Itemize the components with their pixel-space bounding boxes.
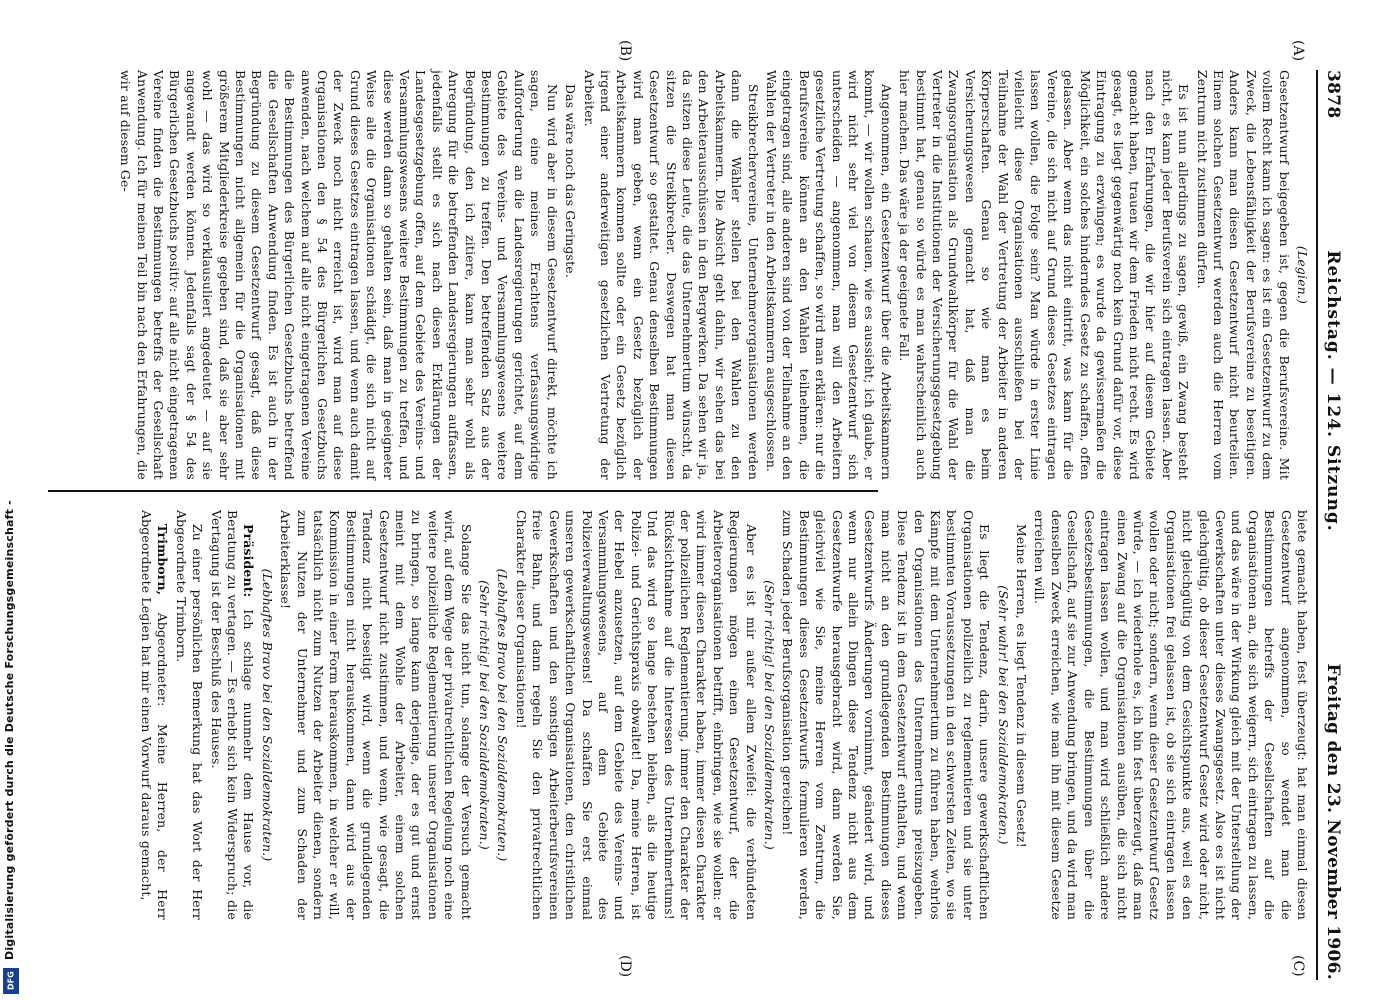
margin-marker-c: (C) bbox=[1290, 955, 1306, 977]
paragraph: Solange Sie das nicht tun, solange der Versuch gemacht wird, auf dem Wege der privatrechtlichen Regelung noch eine weitere polizeiliche Reglementierung unserer Organisationen zu bringen, so lange kann derjenige, der es gut und ernst meint mit dem Wohle der Arbeiter, einem solchen Gesetzentwurf nicht zustimmen, und wenn, wie gesagt, die Tendenz nicht beseitigt wird, wenn die grundlegenden Bestimmungen nicht herauskommen, dann wird aus der Kommission in einer Form herauskommen, in welcher er will, tatsächlich nicht zum Nutzen der Arbeiter dienen, sondern zum Nutzen der Unternehmer und zum Schaden der Arbeiterklasse! bbox=[278, 510, 474, 920]
right-column bbox=[136, 510, 1310, 920]
trimborn-statement bbox=[138, 510, 171, 920]
paragraph: Aber es ist mir außer allem Zweifel: die verbündeten Regierungen mögen einen Gesetzentwurf, der die Arbeiterorganisationen betrifft, einbringen, wie sie wollen: er wird immer diesen Charakter haben, immer diesen Charakter der polizeilichen Reglementierung, immer den Charakter der Rücksichtnahme auf die Interessen des Unternehmertums! Und das wird so lange bestehen bleiben, als die heutige Polizei- und Gerichtspraxis obwaltet! Da, meine Herren, ist der Hebel anzusetzen, auf dem Gebiete des Vereins- und Versammlungswesens, auf dem Gebiete des Polizeiverwaltungswesens! Da schaffen Sie erst einmal unseren gewerkschaftlichen Organisationen, den christlichen Gewerkschaften und den sonstigen Arbeiterberufsvereinen freie Bahn, und dann regeln Sie den privatrechtlichen Charakter dieser Organisationen! bbox=[513, 510, 759, 920]
personal-remark: Zu einer persönlichen Bemerkung hat das Wort der Herr Abgeordnete Trimborn. bbox=[173, 510, 206, 920]
scan-frame bbox=[28, 0, 1383, 1000]
margin-marker-a: (A) bbox=[1290, 40, 1306, 62]
paragraph: biete gemacht haben, fest überzeugt: hat man einmal diesen Gesetzentwurf angenommen, so wendet man die Bestimmungen betreffs der Gesellschaften auf die Organisationen an, die sich weigern, sich eintragen zu lassen, und das wäre in der Wirkung gleich mit der Unterstellung der Gewerkschaften unter dieses Zwangsgesetz. Also es ist nicht gleichgültig, ob dieser Gesetzentwurf Gesetz wird oder nicht, nicht gleichgültig von dem Gesichtspunkte aus, weil es den Organisationen frei gelassen ist, ob sie sich eintragen lassen wollen oder nicht; sondern, wenn dieser Gesetzentwurf Gesetz würde, — ich wiederhole es, ich bin fest überzeugt, daß man einen Zwang auf die Organisationen ausüben, die sich nicht eintragen lassen wollen, und man wird schließlich andere Gesetzesbestimmungen, die Bestimmungen über die Gesellschaft, auf sie zur Anwendung bringen, und da wird man denselben Zweck erreichen, wie man ihn mit diesem Gesetze erreichen will. bbox=[1032, 510, 1310, 920]
document-page bbox=[28, 0, 1358, 1000]
dfg-logo: DFG bbox=[3, 968, 19, 994]
session-title: Reichstag. — 124. Sitzung. bbox=[1323, 250, 1343, 532]
paragraph: Das wäre noch das Geringste. bbox=[563, 84, 579, 278]
interjection: (Sehr wahr! bei den Sozialdemokraten.) bbox=[995, 585, 1011, 845]
paragraph: Streikbrechervereine, Unternehmerorganisationen werden dann die Wähler stellen bei den Wahlen zu den Arbeitskammern. Die Absicht geht dahin, wir sehen das bei den Arbeiterausschüssen in den Bergwerken. Da sehen wir ja, da sitzen diese Leute, die das Unternehmertum wünscht, da sitzen die Streikbrecher. Deswegen hat man diesen Gesetzentwurf so gestaltet. Genau denselben Bestimmungen wird man geben, wenn ein Gesetz bezüglich der Arbeitskammern kommen sollte oder ein Gesetz bezüglich irgend einer anderweitigen gesetzlichen Vertretung der Arbeiter. bbox=[581, 70, 761, 480]
page-number: 3878 bbox=[1323, 70, 1343, 119]
president-statement bbox=[207, 510, 256, 920]
president-label: Präsident: bbox=[241, 524, 257, 598]
digitization-credit: Digitalisierung gefördert durch die Deutsche Forschungsgemeinschaft - bbox=[3, 500, 16, 960]
session-date: Freitag den 23. November 1906. bbox=[1323, 663, 1343, 980]
header-rule bbox=[1316, 70, 1318, 980]
paragraph: Es liegt die Tendenz, darin, unsere gewerkschaftlichen Organisationen polizeilich zu reglementieren und sie unter bestimmten Voraussetzungen in den schwersten Zeiten, wo sie Kämpfe mit dem Unternehmertum zu führen haben, wehrlos den Organisationen des Unternehmertums preiszugeben. Diese Tendenz ist in dem Gesetzentwurf enthalten, und wenn man nicht an den grundlegenden Bestimmungen dieses Gesetzentwurfs Änderungen vornimmt, geändert wird, und wenn nur allein Dingen diese Tendenz nicht aus dem Gesetzentwurfe herausgebracht wird, dann werden Sie, gleichviel wie Sie, meine Herren vom Zentrum, die Bestimmungen dieses Gesetzentwurfs formulieren werden, zum Schaden jeder Berufsorganisation gereichen! bbox=[780, 510, 993, 920]
paragraph: Gesetzentwurf beigegeben ist, gegen die Berufsvereine. Mit vollem Recht kann ich sagen: es ist ein Gesetzentwurf zu dem Zweck, die Lebensfähigkeit der Berufsvereine zu beseitigen. Anders kann man diesen Gesetzentwurf nicht beurteilen. Einem solchen Gesetzentwurf werden auch die Herren vom Zentrum nicht zustimmen dürfen. bbox=[1194, 70, 1292, 480]
paragraph: Es ist nun allerdings zu sagen, gewiß, ein Zwang besteht nicht, es kann jeder Berufsverein sich eintragen lassen. Aber nach den Erfahrungen, die wir hier auf diesem Gebiete gemacht haben, trauen wir dem Frieden nicht recht. Es wird gesagt, es liegt gegenwärtig noch kein Grund dafür vor, diese Eintragung zu erzwingen; es wurde da gewissermaßen die Möglichkeit, ein solches hinderndes Gesetz zu schaffen, offen gelassen. Aber wenn das nicht eintritt, was kann für die Vereine, die sich nicht auf Grund dieses Gesetzes eintragen lassen wollen, die Folge sein? Man würde in erster Linie vielleicht diese Organisationen ausschließen bei der Teilnahme der Wahl der Vertretung der Arbeiter in anderen Körperschaften. Genau so wie man es beim Versicherungswesen gemacht hat, daß man die Zwangsorganisation als Grundwahlkörper für die Wahl der Vertreter in die Institutionen der Versicherungsgesetzgebung bestimmt hat, genau so würde es man wahrscheinlich auch hier machen. Das wäre ja der geeignete Fall. bbox=[897, 70, 1192, 480]
sidebar bbox=[0, 0, 22, 1000]
interjection: (Lebhaftes Bravo bei den Sozialdemokraten.) bbox=[495, 568, 511, 862]
interjection: (Lebhaftes Bravo bei den Sozialdemokraten.) bbox=[259, 568, 275, 862]
paragraph: Meine Herren, es liegt Tendenz in diesem Gesetz! bbox=[1014, 524, 1030, 848]
page-header bbox=[1320, 70, 1346, 980]
trimborn-label: Trimborn, bbox=[155, 524, 171, 596]
column-divider bbox=[48, 490, 878, 492]
president-text: Ich schlage nunmehr dem Hause vor, die Beratung zu vertagen. — Es erhebt sich kein Widerspruch; die Vertagung ist der Beschluß des Hauses. bbox=[208, 510, 257, 921]
interjection: (Sehr richtig! bei den Sozialdemokraten.) bbox=[477, 580, 493, 850]
left-column bbox=[115, 70, 1310, 480]
trimborn-role: Abgeordneter: bbox=[155, 612, 171, 707]
speaker-tag: (Legien.) bbox=[1295, 245, 1310, 305]
trimborn-text: Meine Herren, der Herr Abgeordnete Legien hat mir einen Vorwurf daraus gemacht, bbox=[138, 510, 171, 921]
margin-marker-b: (B) bbox=[617, 40, 633, 62]
paragraph: Nun wird aber in diesem Gesetzentwurf direkt, möchte ich sagen, eine meines Erachtens verfassungswidrige Aufforderung an die Landesregierungen gerichtet, auf dem Gebiete des Vereins- und Versammlungswesens weitere Bestimmungen zu treffen. Den betreffenden Satz aus der Begründung, den ich zitiere, kann man sehr wohl als Anregung für die betreffenden Landesregierungen auffassen, jedenfalls stellt es sich nach diesen Erklärungen der Landesgesetzgebung offen, auf dem Gebiete des Vereins- und Versammlungswesens weitere Bestimmungen zu treffen, und diese werden dann so gehalten sein, daß man in geeigneter Weise alle die Organisationen schädigt, die sich nicht auf Grund dieses Gesetzes eintragen lassen, und wenn auch damit der Zweck noch nicht erreicht ist, wird man auf diese Organisationen den § 54 des Bürgerlichen Gesetzbuchs anwenden, nach welchem auf alle nicht eingetragenen Vereine die Bestimmungen des Bürgerlichen Gesetzbuchs betreffend die Gesellschaften Anwendung finden. Es ist auch in der Begründung zu diesem Gesetzentwurf gesagt, daß diese Bestimmungen nicht allgemein für die Organisationen mit größerem Mitgliederkreise gegeben sind, daß sie aber sehr wohl — das wird so verklausuliert angedeutet — auf sie angewandt werden können. Jedenfalls sagt der § 54 des Bürgerlichen Gesetzbuchs positiv: auf alle nicht eingetragenen Vereine finden die Bestimmungen betreffs der Gesellschaft Anwendung. Ich für meinen Teil bin nach den Erfahrungen, die wir auf diesem Ge- bbox=[118, 70, 560, 480]
interjection: (Sehr richtig! bei den Sozialdemokraten.) bbox=[762, 580, 777, 850]
margin-marker-d: (D) bbox=[617, 955, 633, 978]
paragraph: Angenommen, ein Gesetzentwurf über die Arbeitskammern kommt, — wir wollen schauen, wie es aussieht; ich glaube, er wird nicht sehr viel von diesem Gesetzentwurf sich unterscheiden — angenommen, man will den Arbeitern gesetzliche Vertretung schaffen, so wird man erklären: nur die Berufsvereine können an den Wahlen teilnehmen, die eingetragen sind, alle anderen sind von der Teilnahme an den Wahlen der Vertreter in den Arbeitskammern ausgeschlossen. bbox=[764, 70, 894, 480]
